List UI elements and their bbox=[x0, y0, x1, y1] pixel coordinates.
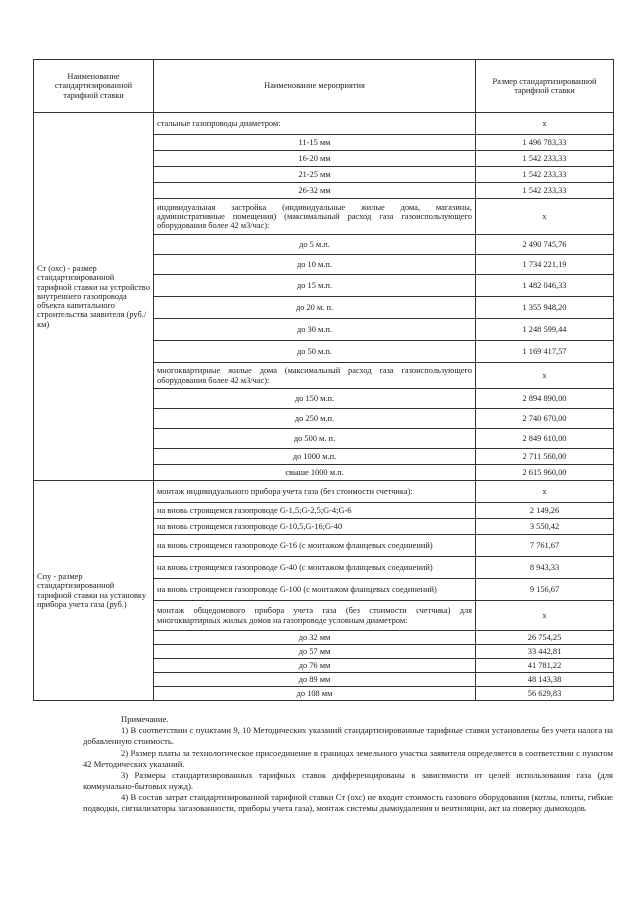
rate-value-cell: 1 482 046,33 bbox=[476, 275, 614, 297]
measure-cell: до 5 м.п. bbox=[154, 235, 476, 255]
rate-value-cell: 1 355 948,20 bbox=[476, 297, 614, 319]
measure-cell: на вновь строящемся газопроводе G-16 (с монтажом фланцевых соединений) bbox=[154, 535, 476, 557]
table-row bbox=[34, 113, 614, 135]
rate-value-cell: х bbox=[476, 363, 614, 389]
measure-cell: свыше 1000 м.п. bbox=[154, 465, 476, 481]
rate-value-cell: 3 550,42 bbox=[476, 519, 614, 535]
measure-cell: до 57 мм bbox=[154, 645, 476, 659]
measure-cell: индивидуальная застройка (индивидуальные жилые дома, магазины, административные помещения) (максимальный расход газа газоиспользующего оборудования более 42 м3/час): bbox=[154, 199, 476, 235]
table-body bbox=[34, 113, 614, 701]
rate-name-cell: Спу - размер стандартизированной тарифной ставки на установку прибора учета газа (руб.) bbox=[34, 481, 154, 701]
header-measure: Наименование мероприятия bbox=[154, 60, 476, 113]
rate-value-cell: 8 943,33 bbox=[476, 557, 614, 579]
rate-value-cell: 26 754,25 bbox=[476, 631, 614, 645]
measure-cell: 26-32 мм bbox=[154, 183, 476, 199]
measure-cell: 21-25 мм bbox=[154, 167, 476, 183]
measure-cell: до 1000 м.п. bbox=[154, 449, 476, 465]
table-header-row bbox=[34, 60, 614, 113]
measure-cell: до 250 м.п. bbox=[154, 409, 476, 429]
measure-cell: до 150 м.п. bbox=[154, 389, 476, 409]
measure-cell: до 50 м.п. bbox=[154, 341, 476, 363]
measure-cell: до 76 мм bbox=[154, 659, 476, 673]
rate-value-cell: 1 542 233,33 bbox=[476, 183, 614, 199]
rate-value-cell: 2 849 610,00 bbox=[476, 429, 614, 449]
measure-cell: до 89 мм bbox=[154, 673, 476, 687]
rate-value-cell: 1 248 599,44 bbox=[476, 319, 614, 341]
rate-value-cell: 1 734 221,19 bbox=[476, 255, 614, 275]
measure-cell: на вновь строящемся газопроводе G-100 (с монтажом фланцевых соединений) bbox=[154, 579, 476, 601]
measure-cell: монтаж общедомового прибора учета газа (без стоимости счетчика) для многоквартирных жилых домов на газопроводе условным диаметром: bbox=[154, 601, 476, 631]
table-row bbox=[34, 481, 614, 503]
rate-value-cell: 2 490 745,76 bbox=[476, 235, 614, 255]
note-item: 2) Размер платы за технологическое присоединение в границах земельного участка заявителя определяется в соответствии с пунктом 42 Методических указаний. bbox=[83, 747, 613, 769]
measure-cell: многоквартирные жилые дома (максимальный расход газа газоиспользующего оборудования более 42 м3/час): bbox=[154, 363, 476, 389]
rate-value-cell: 48 143,38 bbox=[476, 673, 614, 687]
header-rate-name: Наименование стандартизированной тарифной ставки bbox=[34, 60, 154, 113]
notes-heading: Примечание. bbox=[121, 714, 169, 724]
rate-name-cell: Ст (охс) - размер стандартизированной тарифной ставки на устройство внутреннего газопровода объекта капитального строительства заявителя (руб./км) bbox=[34, 113, 154, 481]
measure-cell: на вновь строящемся газопроводе G-40 (с монтажом фланцевых соединений) bbox=[154, 557, 476, 579]
rate-value-cell: 2 894 890,00 bbox=[476, 389, 614, 409]
rate-value-cell: 56 629,83 bbox=[476, 687, 614, 701]
note-item: 1) В соответствии с пунктами 9, 10 Методических указаний стандартизированные тарифные ставки установлены без учета налога на добавленную стоимость. bbox=[83, 725, 613, 747]
measure-cell: до 32 мм bbox=[154, 631, 476, 645]
tariff-table bbox=[33, 59, 614, 701]
rate-value-cell: 2 740 670,00 bbox=[476, 409, 614, 429]
rate-value-cell: х bbox=[476, 113, 614, 135]
notes-section bbox=[83, 714, 613, 815]
measure-cell: на вновь строящемся газопроводе G-10,5,G-16;G-40 bbox=[154, 519, 476, 535]
measure-cell: до 30 м.п. bbox=[154, 319, 476, 341]
measure-cell: до 500 м. п. bbox=[154, 429, 476, 449]
rate-value-cell: х bbox=[476, 601, 614, 631]
measure-cell: монтаж индивидуального прибора учета газа (без стоимости счетчика): bbox=[154, 481, 476, 503]
rate-value-cell: 2 149,26 bbox=[476, 503, 614, 519]
rate-value-cell: 2 615 960,00 bbox=[476, 465, 614, 481]
measure-cell: до 108 мм bbox=[154, 687, 476, 701]
rate-value-cell: 2 711 560,00 bbox=[476, 449, 614, 465]
measure-cell: на вновь строящемся газопроводе G-1,5;G-2,5;G-4;G-6 bbox=[154, 503, 476, 519]
rate-value-cell: 7 761,67 bbox=[476, 535, 614, 557]
rate-value-cell: 41 781,22 bbox=[476, 659, 614, 673]
note-item: 3) Размеры стандартизированных тарифных ставок дифференцированы в зависимости от целей использования газа (для коммунально-бытовых нужд). bbox=[83, 769, 613, 792]
measure-cell: до 15 м.п. bbox=[154, 275, 476, 297]
rate-value-cell: 1 169 417,57 bbox=[476, 341, 614, 363]
rate-value-cell: 1 496 783,33 bbox=[476, 135, 614, 151]
measure-cell: 11-15 мм bbox=[154, 135, 476, 151]
rate-value-cell: 1 542 233,33 bbox=[476, 151, 614, 167]
rate-value-cell: 9 156,67 bbox=[476, 579, 614, 601]
measure-cell: 16-20 мм bbox=[154, 151, 476, 167]
rate-value-cell: 33 442,81 bbox=[476, 645, 614, 659]
rate-value-cell: х bbox=[476, 481, 614, 503]
header-rate-size: Размер стандартизированной тарифной ставки bbox=[476, 60, 614, 113]
note-item: 4) В состав затрат стандартизированной тарифной ставки Ст (охс) не входит стоимость газового оборудования (котлы, плиты, гибкие подводки, сигнализаторы загазованности, приборы учета газа), монтаж системы дымоудаления и вентиляции, акт на поверку дымоходов. bbox=[83, 792, 613, 814]
rate-value-cell: 1 542 233,33 bbox=[476, 167, 614, 183]
measure-cell: до 20 м. п. bbox=[154, 297, 476, 319]
rate-value-cell: х bbox=[476, 199, 614, 235]
measure-cell: до 10 м.п. bbox=[154, 255, 476, 275]
measure-cell: стальные газопроводы диаметром: bbox=[154, 113, 476, 135]
